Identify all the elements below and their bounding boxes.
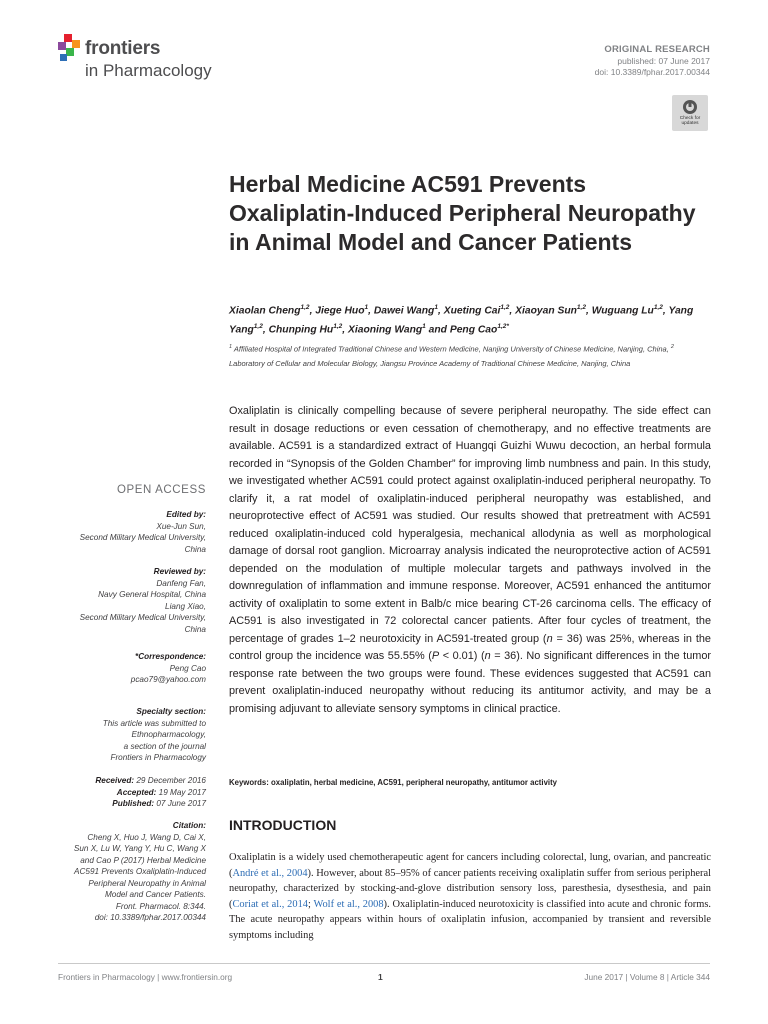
editor-details — [58, 521, 206, 556]
variable: P — [431, 650, 440, 662]
author-name[interactable]: Chunping Hu — [268, 324, 334, 336]
text-run: ; — [307, 898, 314, 910]
editor-line: Second Military Medical University, — [79, 533, 206, 542]
section-heading-introduction: INTRODUCTION — [229, 817, 337, 833]
date-label: Accepted: — [116, 787, 157, 797]
date-value: 07 June 2017 — [154, 799, 206, 808]
correspondence-label: *Correspondence: — [135, 652, 206, 661]
published-date: published: 07 June 2017 — [617, 56, 710, 66]
date-row — [58, 798, 206, 810]
variable: n — [546, 632, 553, 645]
reviewer-line: Liang Xiao, — [165, 601, 206, 611]
citation-line: Model and Cancer Patients. — [104, 890, 206, 899]
author-name[interactable]: Yang Yang — [229, 305, 694, 336]
author-name[interactable]: Xiaoning Wang — [347, 324, 423, 336]
correspondence-email-link[interactable]: pcao79@yahoo.com — [130, 675, 206, 684]
citation-line: doi: 10.3389/fphar.2017.00344 — [94, 913, 206, 922]
edited-by-section — [58, 509, 206, 555]
reference-link[interactable]: André et al., 2004 — [232, 867, 308, 879]
author-affiliation-mark: 1 — [434, 304, 438, 311]
abstract — [229, 403, 711, 718]
reviewer-details — [58, 578, 206, 636]
reviewer-line: China — [184, 624, 206, 634]
author-affiliation-mark: 1,2* — [497, 322, 509, 330]
reference-link[interactable]: Wolf et al., 2008 — [313, 898, 384, 910]
author-list: Xiaolan Cheng$^{1,2}$, Jiege Huo$^1$, Dawei Wang$^1$, Xueting Cai$^{1,2}$, Xiaoyan Sun$^{1,2}$, Wuguang Lu$^{1,2}$, Yang Yang$^{1,2}$, Chunping Hu$^{1,2}$, Xiaoning Wang$^1$ and Peng Cao$^{1,2*}$ — [229, 304, 694, 336]
citation-line: Sun X, Lu W, Yang Y, Hu C, Wang X — [73, 844, 206, 853]
check-updates-icon — [682, 99, 698, 115]
text-run: = 36). No significant differences in the tumor response rate between the two groups were found. These evidences suggested that AC591 can prevent oxaliplatin-induced neuropathy without reducing its antitumor activity, and may be a promising adjuvant to alleviate sensory symptoms in clinical practice. — [229, 650, 712, 715]
date-row — [58, 775, 206, 787]
footer-divider — [58, 963, 710, 964]
author-name[interactable]: Wuguang Lu — [591, 305, 654, 317]
specialty-line: a section of the journal — [123, 741, 206, 751]
open-access-label: OPEN ACCESS — [116, 484, 206, 496]
keywords — [229, 778, 711, 787]
citation-label: Citation: — [172, 821, 206, 830]
citation-line: AC591 Prevents Oxaliplatin-Induced — [74, 867, 206, 876]
date-value: 19 May 2017 — [156, 787, 206, 797]
author-affiliation-mark: 1 — [364, 304, 369, 311]
citation-line: Front. Pharmacol. 8:344. — [115, 901, 206, 911]
date-label: Published: — [112, 799, 155, 808]
page-number: 1 — [378, 972, 383, 982]
author-affiliation-mark: 1,2 — [653, 304, 663, 311]
author-affiliation-mark: 1,2 — [300, 304, 310, 311]
check-for-updates-button[interactable] — [672, 95, 708, 131]
text-run: Oxaliplatin is a widely used chemotherapeutic agent for cancers including colorectal, lung, ovarian, and pancreatic ( — [229, 852, 711, 879]
editor-line: Xue-Jun Sun, — [156, 521, 206, 531]
author-affiliation-mark: 1,2 — [500, 304, 510, 311]
citation-text — [58, 832, 206, 924]
citation-section — [58, 820, 206, 924]
affiliation-mark: 1 — [229, 344, 233, 350]
affiliation-text: Laboratory of Cellular and Molecular Biology, Jiangsu Province Academy of Traditional Chinese Medicine, Nanjing, China — [229, 358, 631, 368]
specialty-line: Ethnopharmacology, — [131, 730, 206, 739]
author-name[interactable]: Xiaoyan Sun — [515, 305, 577, 317]
specialty-line: Frontiers in Pharmacology — [110, 753, 206, 762]
check-updates-line2: updates — [681, 121, 699, 127]
author-affiliation-mark: 1,2 — [576, 304, 586, 311]
date-value: 29 December 2016 — [134, 776, 206, 785]
article-title: Herbal Medicine AC591 Prevents Oxaliplatin-Induced Peripheral Neuropathy in Animal Model and Cancer Patients — [229, 171, 696, 255]
reference-link[interactable]: Coriat et al., 2014 — [232, 898, 308, 910]
specialty-label: Specialty section: — [136, 707, 206, 716]
text-run: Oxaliplatin is clinically compelling because of severe peripheral neuropathy. The side effect can result in dosage reductions or even cessation of chemotherapy, and no effective treatments are available. AC591 is a standardized extract of Huangqi Guizhi Wuwu decoction, an herbal formula recorded in “Synopsis of the Golden Chamber” for improving limb numbness and pain. In this study, we investigated whether AC591 could protect against oxaliplatin-induced peripheral neuropathy. To clarify it, a rat model of oxaliplatin-induced peripheral neuropathy was established, and neuroprotective effect of AC591 was studied. Our results showed that pretreatment with AC591 reduced oxaliplatin-induced cold hyperalgesia, mechanical allodynia as well as morphological damage of dorsal root ganglion. Microarray analysis indicated the neuroprotective action of AC591 depended on the modulation of multiple molecular targets and pathways involved in the downregulation of inflammation and immune response. Moreover, AC591 enhanced the antitumor activity of oxaliplatin to some extent in Balb/c mice bearing CT-26 carcinoma cells. The efficacy of AC591 is also investigated in 72 colorectal cancer patients. After four cycles of treatment, the percentage of grades 1–2 neurotoxicity in AC591-treated group ( — [229, 405, 711, 645]
dates-section — [58, 775, 206, 810]
affiliations — [229, 340, 711, 371]
specialty-section — [58, 706, 206, 764]
author-name[interactable]: Xueting Cai — [443, 305, 501, 317]
specialty-details — [58, 718, 206, 764]
specialty-line: This article was submitted to — [102, 718, 206, 728]
logo-brand-text: frontiers — [85, 38, 161, 59]
text-run: < 0.01) ( — [439, 650, 485, 662]
affiliation-text: Affiliated Hospital of Integrated Traditional Chinese and Western Medicine, Nanjing University of Chinese Medicine, Nanjing, China, — [232, 344, 671, 354]
frontiers-logo-icon — [58, 34, 82, 62]
text-run: = 36) was 25%, whereas in the control group the incidence was 55.55% ( — [229, 632, 711, 662]
citation-line: Peripheral Neuropathy in Animal — [88, 878, 206, 888]
reviewed-by-label: Reviewed by: — [153, 567, 206, 576]
variable: n — [484, 650, 491, 662]
editor-line: China — [184, 544, 206, 554]
footer-issue-info: June 2017 | Volume 8 | Article 344 — [584, 972, 710, 982]
article-type: ORIGINAL RESEARCH — [604, 44, 710, 55]
reviewer-line: Second Military Medical University, — [79, 613, 206, 622]
keywords-list: oxaliplatin, herbal medicine, AC591, peripheral neuropathy, antitumor activity — [271, 778, 558, 787]
reviewer-line: Danfeng Fan, — [156, 578, 206, 588]
text-run: ). However, about 85–95% of cancer patients receiving oxaliplatin suffer from serious peripheral neuropathy, characterized by stocking-and-glove distribution sensory loss, paresthesia, dysesthesia, and pain ( — [229, 867, 711, 910]
introduction-paragraph — [229, 850, 711, 944]
reviewer-line: Navy General Hospital, China — [98, 590, 206, 599]
correspondence-name: Peng Cao — [169, 663, 206, 673]
logo-journal-text: in Pharmacology — [85, 61, 212, 80]
affiliation-mark: 2 — [670, 344, 674, 350]
reviewed-by-section — [58, 566, 206, 635]
keywords-label: Keywords: — [229, 778, 269, 787]
date-row — [58, 787, 206, 799]
doi-link[interactable]: doi: 10.3389/fphar.2017.00344 — [594, 67, 710, 77]
author-name[interactable]: Xiaolan Cheng — [229, 305, 301, 317]
date-label: Received: — [95, 776, 135, 785]
author-affiliation-mark: 1,2 — [253, 322, 263, 330]
author-name[interactable]: Dawei Wang — [373, 305, 435, 317]
check-updates-line1: Check for — [679, 116, 701, 121]
footer-journal-link[interactable]: Frontiers in Pharmacology | www.frontiersin.org — [58, 972, 233, 982]
author-affiliation-mark: 1,2 — [333, 322, 343, 330]
check-updates-label — [672, 116, 708, 126]
edited-by-label: Edited by: — [166, 510, 206, 519]
citation-line: and Cao P (2017) Herbal Medicine — [80, 855, 206, 865]
author-name[interactable]: Jiege Huo — [315, 305, 365, 317]
correspondence-section — [58, 651, 206, 686]
citation-line: Cheng X, Huo J, Wang D, Cai X, — [87, 832, 206, 842]
text-run: ). Oxaliplatin-induced neurotoxicity is classified into acute and chronic forms. The acute neuropathy appears within hours of oxaliplatin infusion, accompanied by transient and reversible symptoms including — [229, 898, 711, 941]
author-name[interactable]: Peng Cao — [449, 324, 498, 336]
author-affiliation-mark: 1 — [422, 322, 426, 330]
